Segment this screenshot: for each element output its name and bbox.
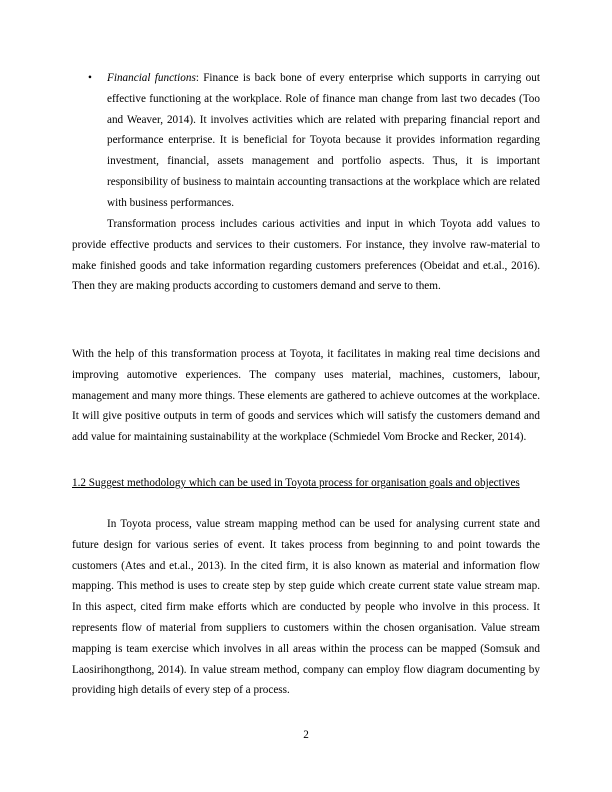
- bullet-point: •: [88, 72, 92, 84]
- paragraph-transformation: Transformation process includes carious activities and input in which Toyota add values to provide effective products and services to their customers. For instance, they involve raw-material to make finished goods and take information regarding customers preferences (Obeidat and et.al., 2016). Then they are making products according to customers demand and serve to them.: [72, 218, 540, 293]
- bullet-item-financial-functions: [107, 68, 540, 214]
- bullet-term: Financial functions: [107, 72, 196, 84]
- paragraph-transformation-help: With the help of this transformation process at Toyota, it facilitates in making real time decisions and improving automotive experiences. The company uses material, machines, customers, labour, management and many more things. These elements are gathered to achieve outcomes at the workplace. It will give positive outputs in term of goods and services which will satisfy the customers demand and add value for maintaining sustainability at the workplace (Schmiedel Vom Brocke and Recker, 2014).: [72, 348, 540, 444]
- bullet-text: : Finance is back bone of every enterprise which supports in carrying out effective functioning at the workplace. Role of finance man change from last two decades (Too and Weaver, 2014). It involves activities which are related with preparing financial report and performance enterprise. It is beneficial for Toyota because it provides information regarding investment, financial, assets management and portfolio aspects. Thus, it is important responsibility of business to maintain accounting transactions at the workplace which are related with business performances.: [107, 72, 540, 209]
- page-number: 2: [303, 729, 309, 741]
- paragraph-value-stream-mapping: In Toyota process, value stream mapping method can be used for analysing current state and future design for various series of event. It takes process from beginning to and point towards the customers (Ates and et.al., 2013). In the cited firm, it is also known as material and information flow mapping. This method is uses to create step by step guide which create current state value stream map. In this aspect, cited firm make efforts which are conducted by people who involve in this process. It represents flow of material from suppliers to customers within the chosen organisation. Value stream mapping is team exercise which involves in all areas within the process can be mapped (Somsuk and Laosirihongthong, 2014). In value stream method, company can employ flow diagram documenting by providing high details of every step of a process.: [72, 518, 540, 697]
- section-heading-1-2: 1.2 Suggest methodology which can be used in Toyota process for organisation goals and objectives: [72, 477, 520, 489]
